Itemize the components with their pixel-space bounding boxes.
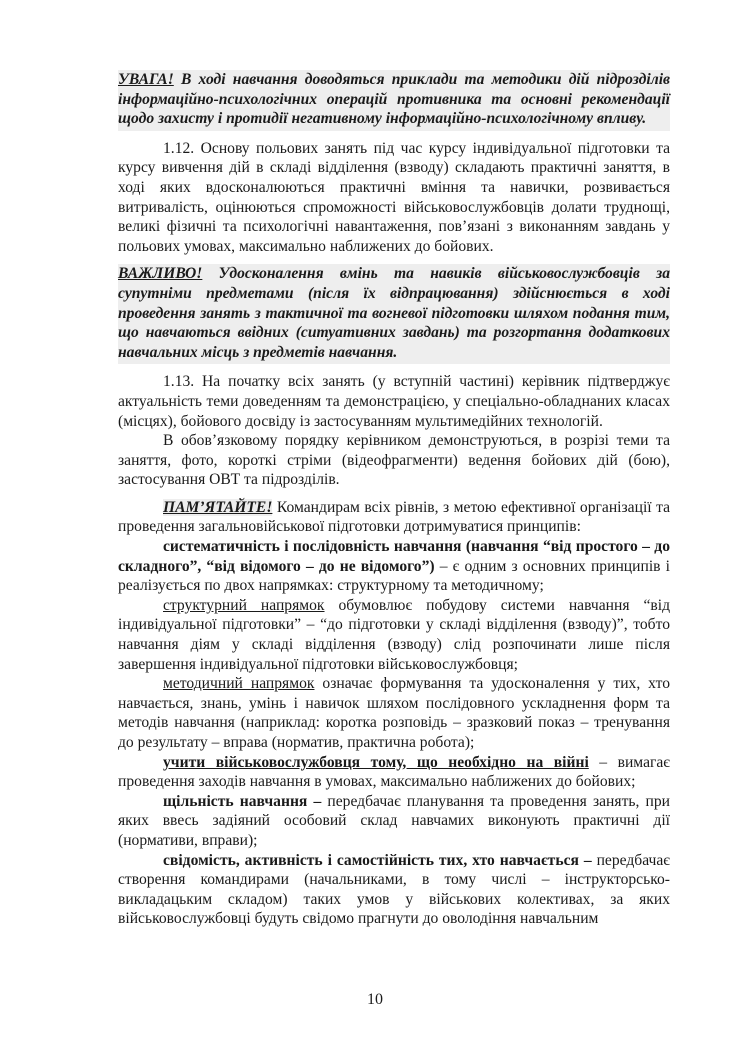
structural-direction-term: структурний напрямок (163, 596, 325, 614)
important-text: Удосконалення вмінь та навиків військовослужбовців за супутніми предметами (після їх відпрацювання) здійснюється в ході проведення занять з тактичної та вогневої підготовки шляхом подання тим, що навчаються ввідних (ситуативних завдань) та розгортання додаткових навчальних місць з предметів навчання. (118, 265, 670, 361)
principle-density (118, 792, 670, 851)
principle-systematic (118, 537, 670, 596)
principle-consciousness (118, 851, 670, 929)
paragraph-1-13: 1.13. На початку всіх занять (у вступній частині) керівник підтверджує актуальність теми доведенням та демонстрацією, у спеціально-обладнаних класах (місцях), бойового досвіду із застосуванням мультимедійних технологій. (118, 373, 670, 430)
principle-consciousness-title: свідомість, активність і самостійність тих, хто навчається – (163, 851, 592, 869)
principle-systematic-text: – є одним з основних принципів і реалізується по двох напрямках: структурному та методичному; (118, 557, 670, 595)
paragraph-1-12: 1.12. Основу польових занять під час курсу індивідуальної підготовки та курсу вивчення дій в складі відділення (взводу) складають практичні заняття, в ході яких вдосконалюються практичні вміння та навички, розвивається витривалість, оцінюються спроможності військовослужбовців долати труднощі, великі фізичні та психологічні навантаження, пов’язані з виконанням завдань у польових умовах, максимально наближених до бойових. (118, 139, 670, 255)
document-page (118, 70, 670, 929)
remember-paragraph (118, 498, 670, 537)
structural-direction-text: обумовлює побудову системи навчання “від індивідуальної підготовки” – “до підготовки у складі відділення (взводу)”, тобто навчання діям у складі відділення (взводу) слід розпочинати лише після завершення індивідуальної підготовки військовослужбовця; (118, 596, 671, 673)
page-number: 10 (367, 991, 383, 1008)
attention-note (118, 70, 670, 131)
attention-text: В ході навчання доводяться приклади та методики дій підрозділів інформаційно-психологічних операцій противника та основні рекомендації щодо захисту і протидії негативному інформаційно-психологічному впливу. (118, 71, 670, 128)
methodical-direction (118, 674, 670, 752)
important-note (118, 264, 670, 364)
remember-label: ПАМ’ЯТАЙТЕ! (163, 498, 273, 516)
principle-war-training (118, 753, 670, 792)
principle-consciousness-text: передбачає створення командирами (начальниками, в тому числі – інструкторсько-викладацьким складом) таких умов у військових колективах, за яких військовослужбовці будуть свідомо прагнути до оволодіння навчальним (118, 851, 670, 928)
remember-text: Командирам всіх рівнів, з метою ефективної організації та проведення загальновійськової підготовки дотримуватися принципів: (118, 498, 670, 536)
important-label: ВАЖЛИВО! (118, 265, 203, 283)
attention-label: УВАГА! (118, 71, 174, 88)
paragraph-demonstration: В обов’язковому порядку керівником демонструються, в розрізі теми та заняття, фото, короткі стріми (відеофрагменти) ведення бойових дій (бою), застосування ОВТ та підрозділів. (118, 432, 670, 489)
methodical-direction-term: методичний напрямок (163, 675, 315, 693)
principle-systematic-title: систематичність і послідовність навчання (навчання “від простого – до складного”, “від відомого – до не відомого”) (118, 538, 670, 575)
principle-war-training-title: учити військовослужбовця тому, що необхідно на війні (163, 753, 589, 771)
principle-density-title: щільність навчання – (163, 792, 322, 810)
principle-war-training-text: – вимагає проведення заходів навчання в умовах, максимально наближених до бойових; (118, 753, 670, 791)
principle-density-text: передбачає планування та проведення занять, при яких ввесь задіяний особовий склад навчамих виконують практичні дії (нормативи, вправи); (118, 792, 670, 849)
methodical-direction-text: означає формування та удосконалення у тих, хто навчається, знань, умінь і навичок шляхом послідовного ускладнення форм та методів навчання (наприклад: коротка розповідь – зразковий показ – тренування до результату – вправа (норматив, практична робота); (118, 675, 670, 751)
structural-direction (118, 596, 670, 674)
